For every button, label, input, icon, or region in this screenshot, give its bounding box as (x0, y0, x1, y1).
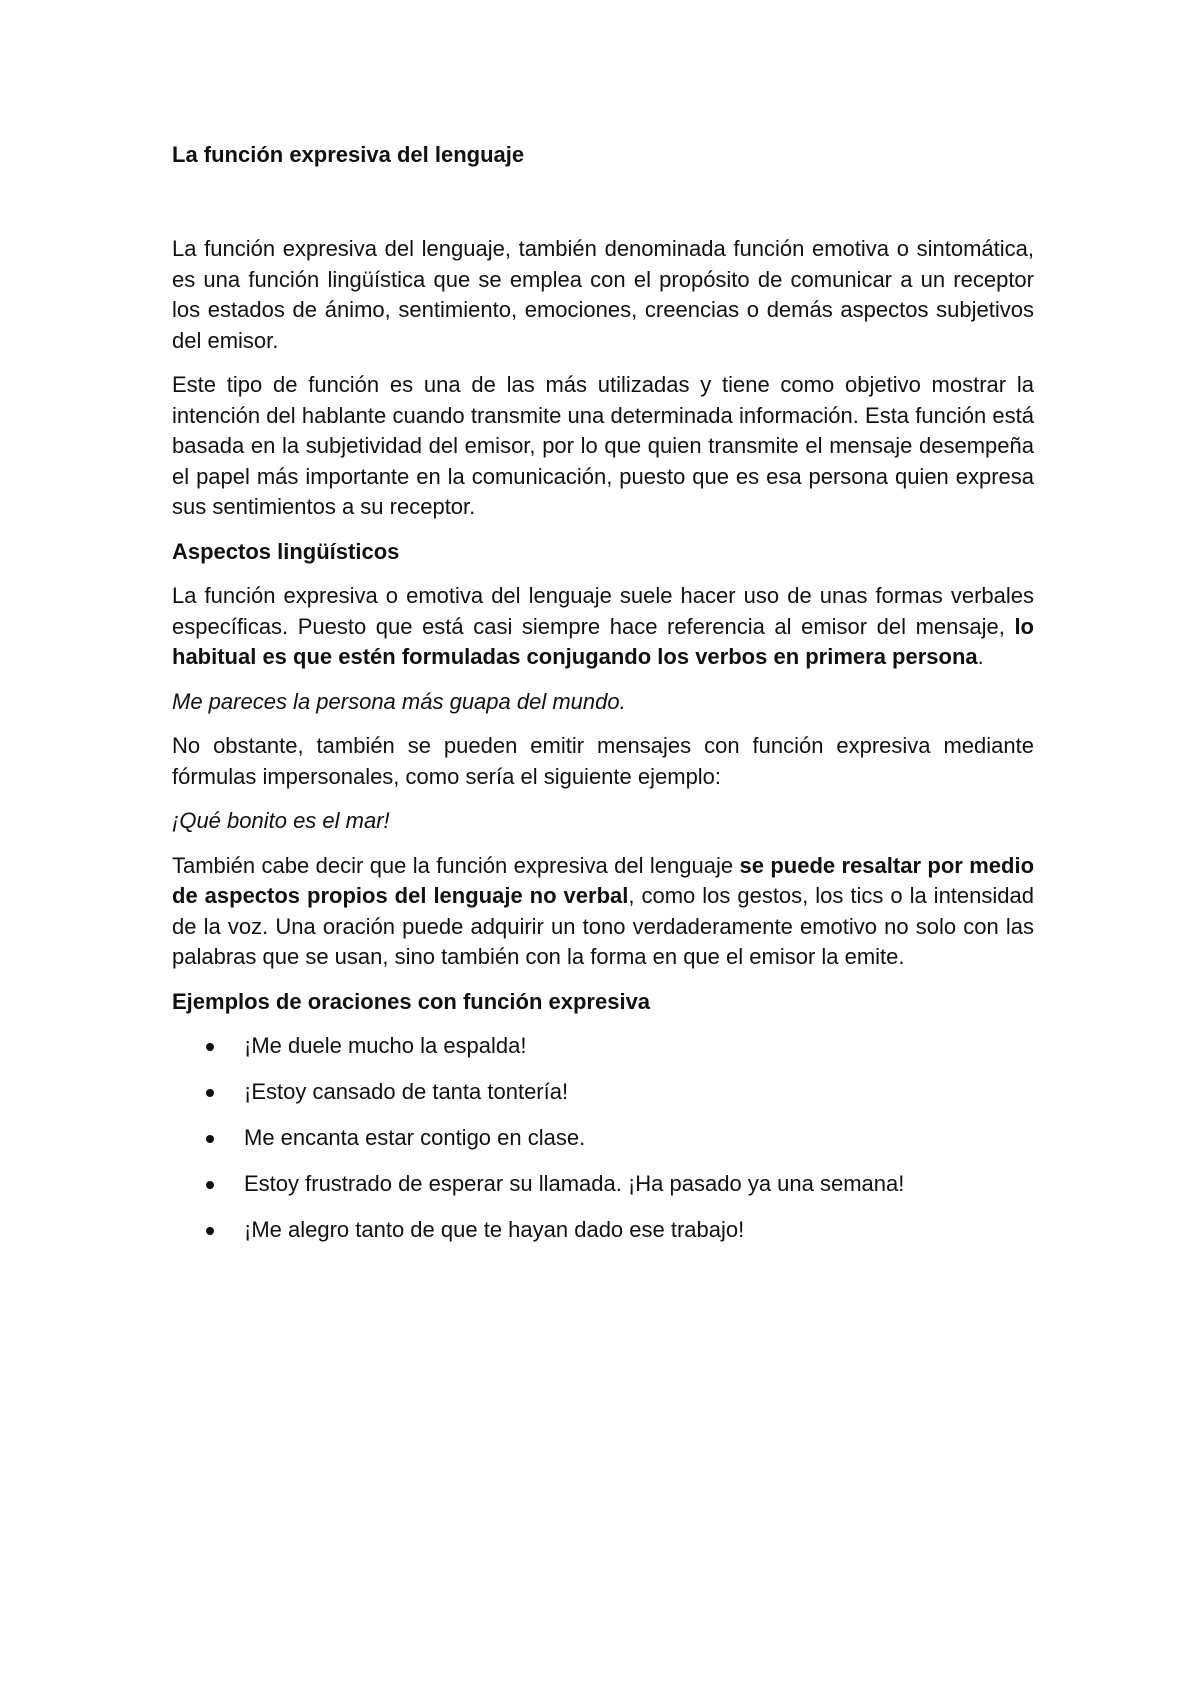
aspectos-p1-bold: lo habitual es que estén formuladas conjugando los verbos en primera persona (172, 613, 1034, 669)
intro-paragraph-2: Este tipo de función es una de las más utilizadas y tiene como objetivo mostrar la intención del hablante cuando transmite una determinada información. Esta función está basada en la subjetividad del emisor, por lo que quien transmite el mensaje desempeña el papel más importante en la comunicación, puesto que es esa persona quien expresa sus sentimientos a su receptor. (172, 372, 1034, 519)
aspectos-p1-text: La función expresiva o emotiva del lenguaje suele hacer uso de unas formas verbales específicas. Puesto que está casi siempre hace referencia al emisor del mensaje, (172, 583, 1034, 639)
examples-list (172, 1031, 1034, 1245)
document-title: La función expresiva del lenguaje (172, 142, 525, 167)
aspectos-p3-end: , como los gestos, los tics o la intensidad de la voz. Una oración puede adquirir un tono verdaderamente emotivo no solo con las palabras que se usan, sino también con la forma en que el emisor la emite. (172, 883, 1034, 969)
aspectos-paragraph-2: No obstante, también se pueden emitir mensajes con función expresiva mediante fórmulas impersonales, como sería el siguiente ejemplo: (172, 733, 1034, 789)
list-item (172, 1031, 1034, 1061)
list-item-text: ¡Me alegro tanto de que te hayan dado ese trabajo! (244, 1217, 745, 1242)
list-item (172, 1215, 1034, 1245)
list-item-text: Me encanta estar contigo en clase. (244, 1125, 586, 1150)
aspectos-p3-text: También cabe decir que la función expresiva del lenguaje (172, 852, 740, 878)
list-item (172, 1169, 1034, 1199)
aspectos-paragraph-3 (172, 851, 1034, 973)
bullet-icon (206, 1043, 214, 1051)
document-page (172, 140, 1034, 1261)
intro-paragraph-1: La función expresiva del lenguaje, también denominada función emotiva o sintomática, es una función lingüística que se emplea con el propósito de comunicar a un receptor los estados de ánimo, sentimiento, emociones, creencias o demás aspectos subjetivos del emisor. (172, 236, 1034, 353)
example-sentence-1: Me pareces la persona más guapa del mundo. (172, 688, 626, 714)
aspectos-p1-end: . (977, 644, 984, 669)
bullet-icon (206, 1181, 214, 1189)
bullet-icon (206, 1089, 214, 1097)
aspectos-p3-bold: se puede resaltar por medio de aspectos propios del lenguaje no verbal (172, 852, 1035, 908)
aspectos-paragraph-1 (172, 581, 1034, 673)
list-item-text: ¡Me duele mucho la espalda! (244, 1033, 527, 1058)
bullet-icon (206, 1135, 214, 1143)
list-item-text: Estoy frustrado de esperar su llamada. ¡Ha pasado ya una semana! (244, 1171, 905, 1196)
list-item (172, 1077, 1034, 1107)
bullet-icon (206, 1227, 214, 1235)
example-sentence-2: ¡Qué bonito es el mar! (172, 808, 390, 833)
section-heading-ejemplos: Ejemplos de oraciones con función expresiva (172, 988, 651, 1014)
section-heading-aspectos: Aspectos lingüísticos (172, 538, 400, 564)
list-item-text: ¡Estoy cansado de tanta tontería! (244, 1079, 569, 1104)
list-item (172, 1123, 1034, 1153)
